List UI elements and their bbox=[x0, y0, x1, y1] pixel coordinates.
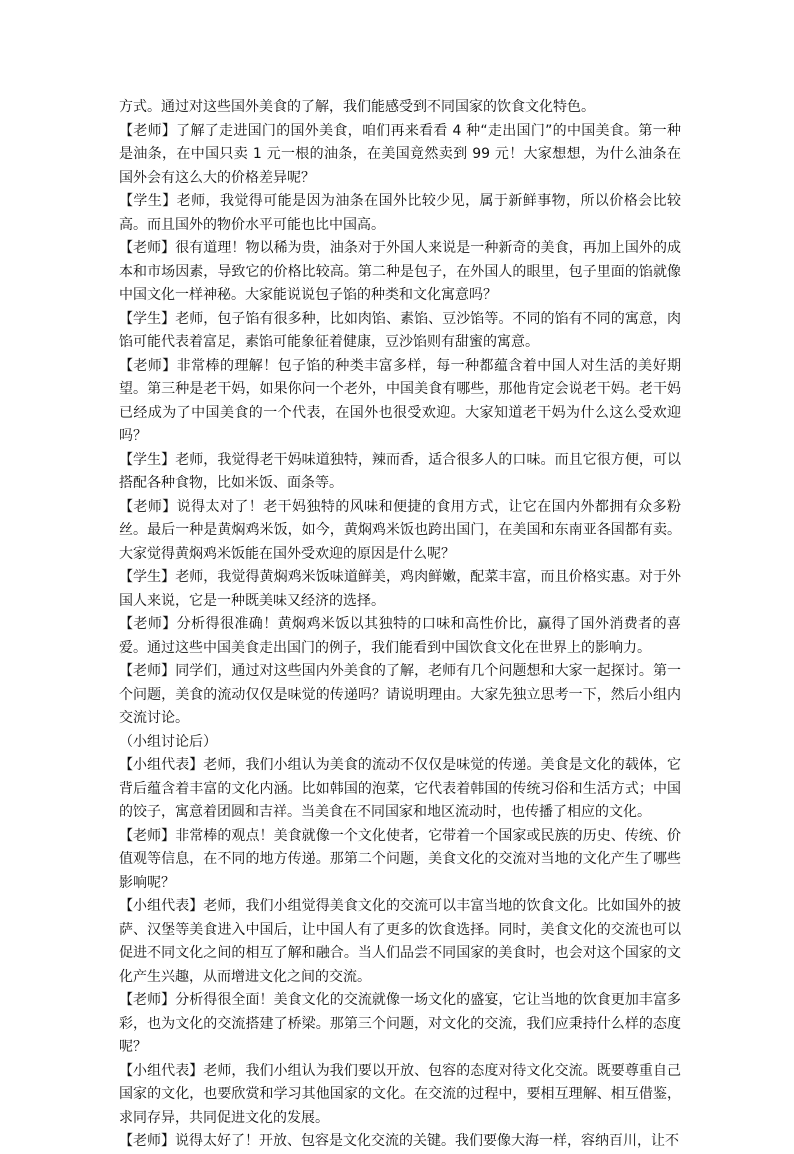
paragraph-group-answer-3: 【小组代表】老师，我们小组认为我们要以开放、包容的态度对待文化交流。既要尊重自己国家的文化，也要欣赏和学习其他国家的文化。在交流的过程中，要相互理解、相互借鉴，求同存异，共同促进文化的发展。 bbox=[119, 1062, 681, 1126]
paragraph-teacher-question-3: 【老师】分析得很全面！美食文化的交流就像一场文化的盛宴，它让当地的饮食更加丰富多彩，也为文化的交流搭建了桥梁。那第三个问题，对文化的交流，我们应秉持什么样的态度呢？ bbox=[119, 992, 681, 1055]
paragraph-group-answer-2: 【小组代表】老师，我们小组觉得美食文化的交流可以丰富当地的饮食文化。比如国外的披萨、汉堡等美食进入中国后，让中国人有了更多的饮食选择。同时，美食文化的交流也可以促进不同文化之间的相互了解和融合。当人们品尝不同国家的美食时，也会对这个国家的文化产生兴趣，从而增进文化之间的交流。 bbox=[119, 898, 681, 985]
paragraph-student-laoganma: 【学生】老师，我觉得老干妈味道独特，辣而香，适合很多人的口味。而且它很方便，可以搭配各种食物，比如米饭、面条等。 bbox=[119, 451, 681, 491]
paragraph-teacher-youtiao: 【老师】了解了走进国门的国外美食，咱们再来看看 4 种“走出国门”的中国美食。第一种是油条，在中国只卖 1 元一根的油条，在美国竟然卖到 99 元！大家想想，为什么油条在国外会有这么大的价格差异呢？ bbox=[119, 122, 681, 186]
paragraph-teacher-baozi: 【老师】很有道理！物以稀为贵，油条对于外国人来说是一种新奇的美食，再加上国外的成本和市场因素，导致它的价格比较高。第二种是包子，在外国人的眼里，包子里面的馅就像中国文化一样神秘。大家能说说包子馅的种类和文化寓意吗？ bbox=[119, 240, 681, 303]
paragraph-teacher-question-1: 【老师】同学们，通过对这些国内外美食的了解，老师有几个问题想和大家一起探讨。第一个问题，美食的流动仅仅是味觉的传递吗？请说明理由。大家先独立思考一下，然后小组内交流讨论。 bbox=[119, 663, 681, 726]
document-body bbox=[119, 96, 681, 1154]
paragraph-group-answer-1: 【小组代表】老师，我们小组认为美食的流动不仅仅是味觉的传递。美食是文化的载体，它背后蕴含着丰富的文化内涵。比如韩国的泡菜，它代表着韩国的传统习俗和生活方式；中国的饺子，寓意着团圆和吉祥。当美食在不同国家和地区流动时，也传播了相应的文化。 bbox=[119, 757, 681, 820]
paragraph-teacher-question-2: 【老师】非常棒的观点！美食就像一个文化使者，它带着一个国家或民族的历史、传统、价值观等信息，在不同的地方传递。那第二个问题，美食文化的交流对当地的文化产生了哪些影响呢？ bbox=[119, 827, 681, 891]
paragraph-teacher-summary: 【老师】分析得很准确！黄焖鸡米饭以其独特的口味和高性价比，赢得了国外消费者的喜爱。通过这些中国美食走出国门的例子，我们能看到中国饮食文化在世界上的影响力。 bbox=[119, 616, 681, 656]
paragraph-teacher-huangmenji: 【老师】说得太对了！老干妈独特的风味和便捷的食用方式，让它在国内外都拥有众多粉丝。最后一种是黄焖鸡米饭，如今，黄焖鸡米饭也跨出国门，在美国和东南亚各国都有卖。大家觉得黄焖鸡米饭能在国外受欢迎的原因是什么呢？ bbox=[119, 498, 681, 562]
paragraph-teacher-laoganma: 【老师】非常棒的理解！包子馅的种类丰富多样，每一种都蕴含着中国人对生活的美好期望。第三种是老干妈，如果你问一个老外，中国美食有哪些，那他肯定会说老干妈。老干妈已经成为了中国美食的一个代表，在国外也很受欢迎。大家知道老干妈为什么这么受欢迎吗？ bbox=[119, 357, 681, 444]
paragraph-teacher-closing: 【老师】说得太好了！开放、包容是文化交流的关键。我们要像大海一样，容纳百川，让不 bbox=[119, 1133, 679, 1149]
paragraph-student-youtiao: 【学生】老师，我觉得可能是因为油条在国外比较少见，属于新鲜事物，所以价格会比较高。而且国外的物价水平可能也比中国高。 bbox=[119, 193, 681, 233]
paragraph-discussion-note: （小组讨论后） bbox=[119, 733, 217, 750]
paragraph-intro-continuation: 方式。通过对这些国外美食的了解，我们能感受到不同国家的饮食文化特色。 bbox=[119, 99, 595, 115]
paragraph-student-baozi: 【学生】老师，包子馅有很多种，比如肉馅、素馅、豆沙馅等。不同的馅有不同的寓意，肉馅可能代表着富足，素馅可能象征着健康，豆沙馅则有甜蜜的寓意。 bbox=[119, 310, 681, 350]
paragraph-student-huangmenji: 【学生】老师，我觉得黄焖鸡米饭味道鲜美，鸡肉鲜嫩，配菜丰富，而且价格实惠。对于外国人来说，它是一种既美味又经济的选择。 bbox=[119, 569, 681, 609]
